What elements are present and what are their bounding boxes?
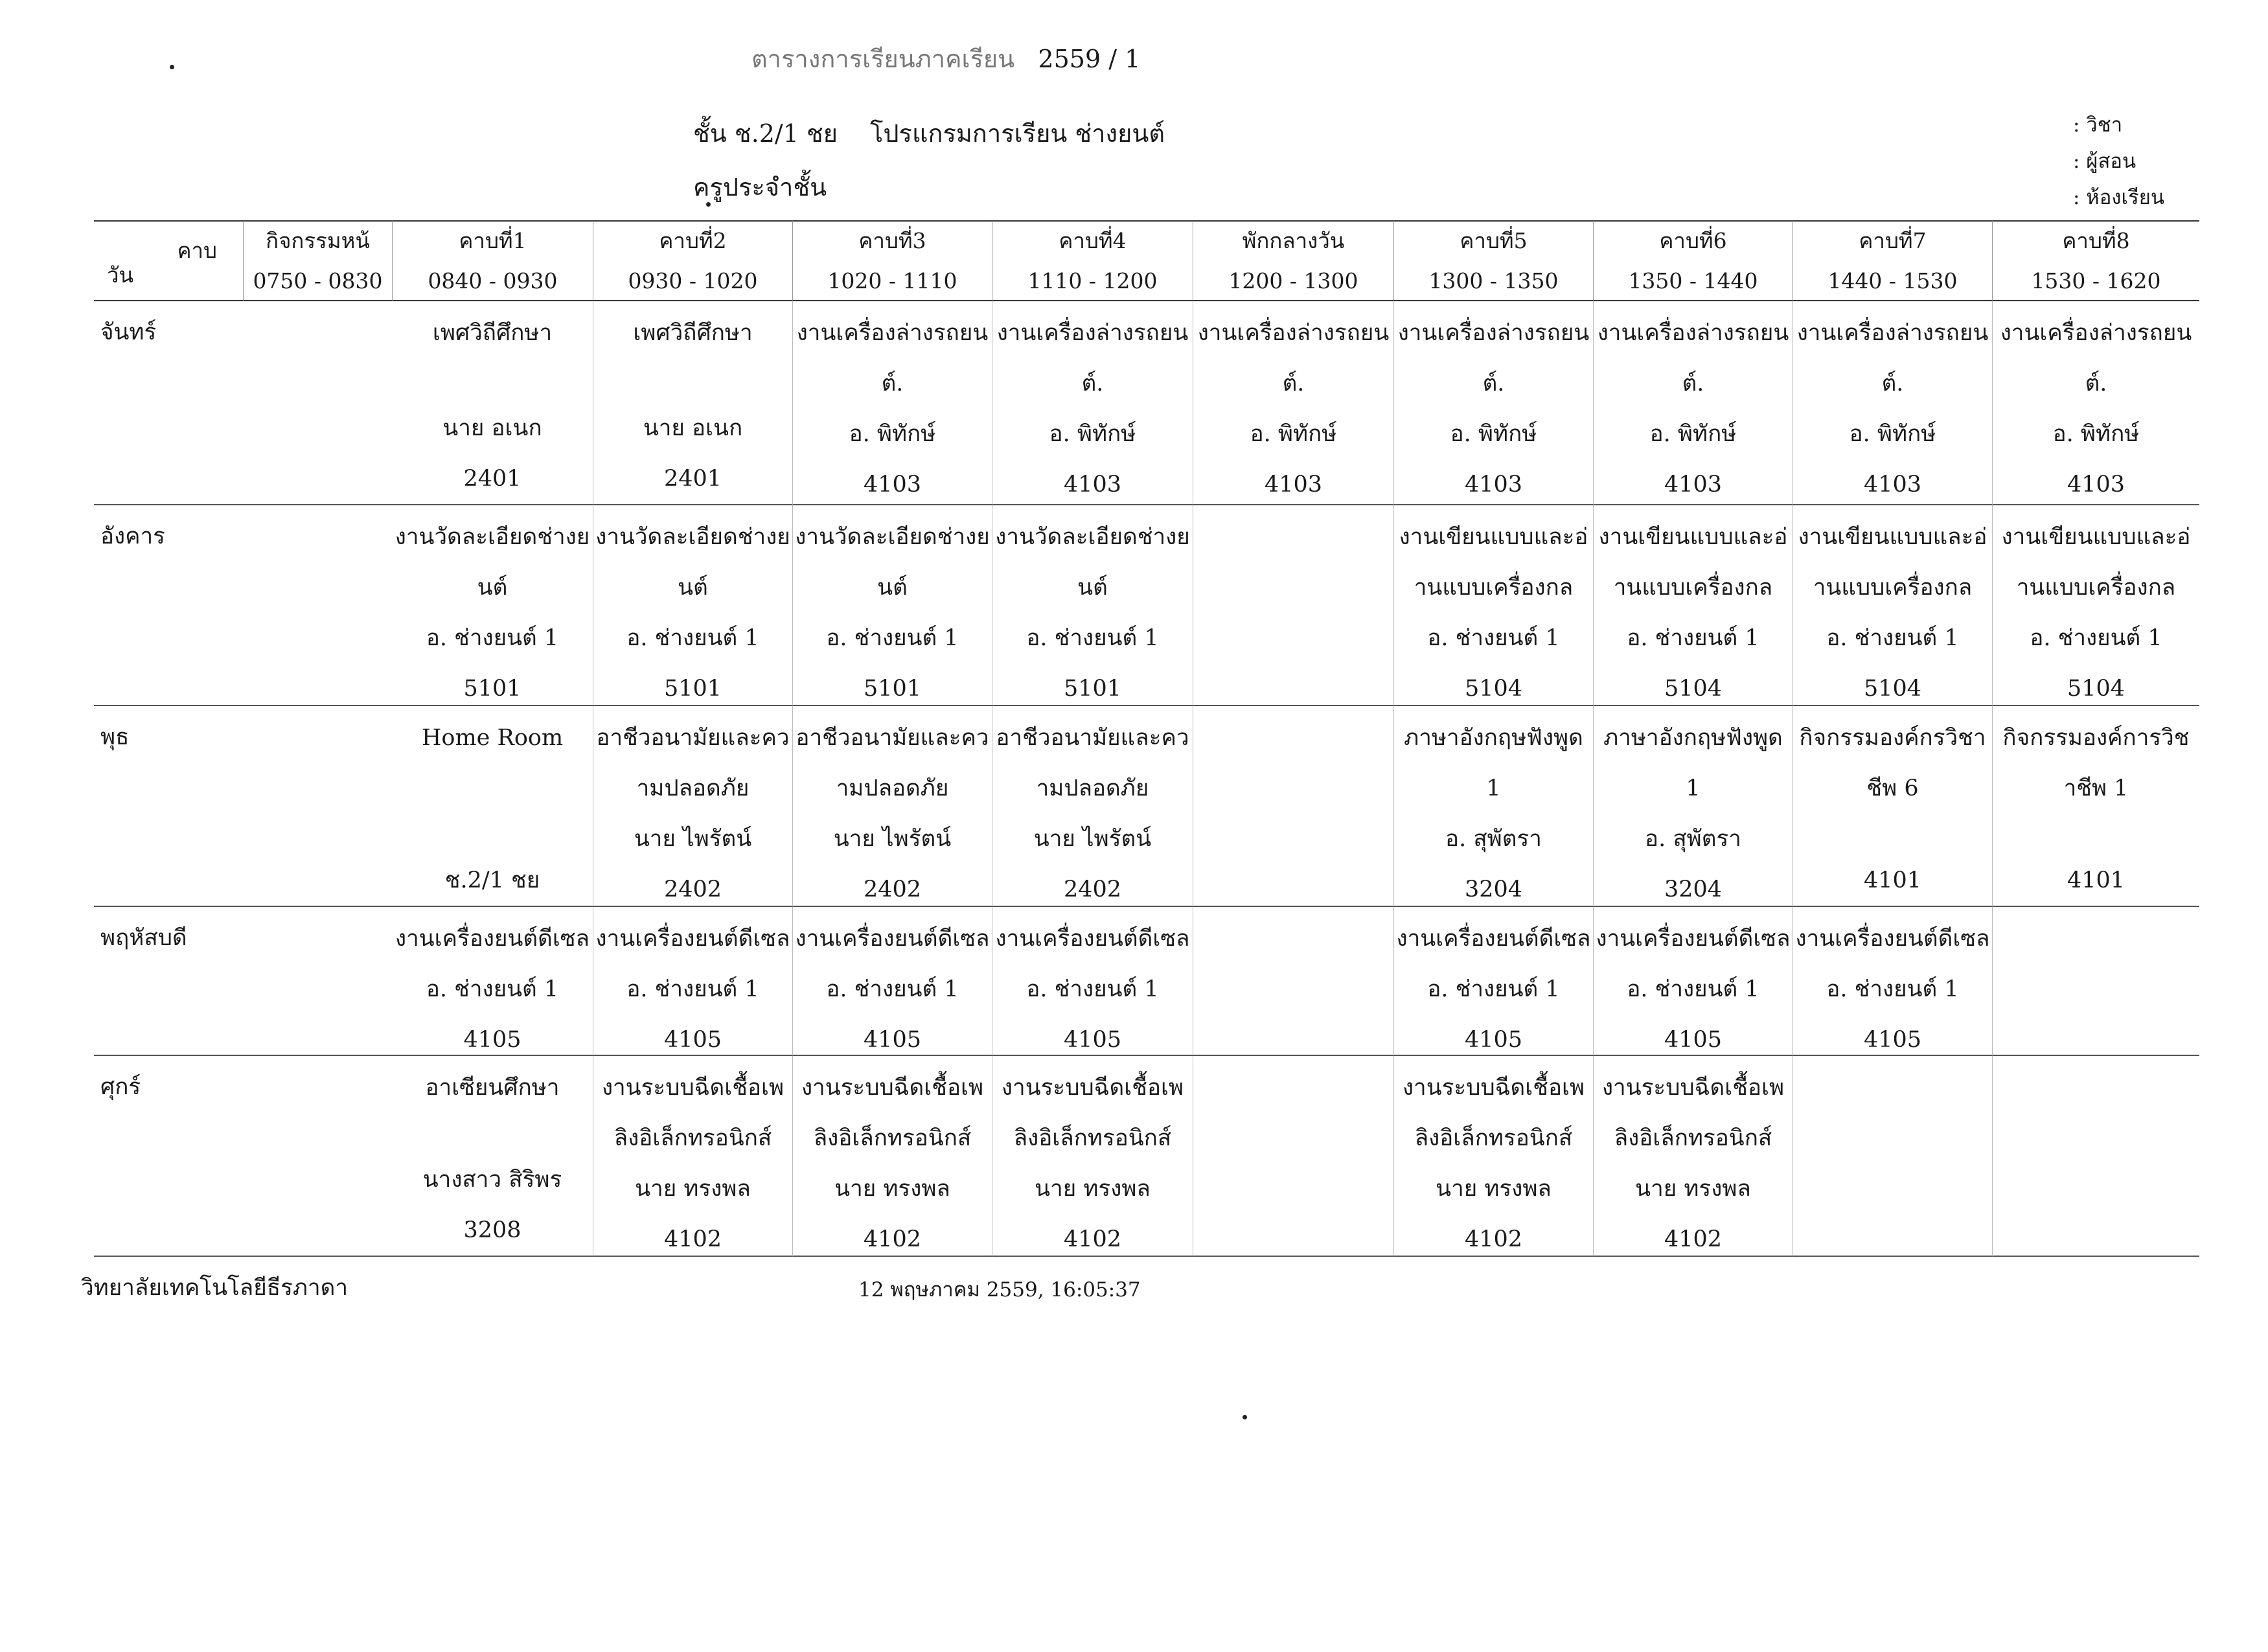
cell-line: งานเครื่องยนต์ดีเซล: [795, 926, 990, 952]
schedule-cell: [392, 907, 593, 1056]
schedule-cell: [1992, 505, 2199, 706]
column-name: คาบที่7: [1859, 227, 1927, 253]
cell-line: 2402: [663, 877, 722, 902]
cell-line: 4105: [463, 1027, 521, 1053]
scan-speck: [706, 202, 711, 207]
scan-speck: [1243, 1415, 1247, 1419]
cell-line: นาย ทรงพล: [635, 1176, 751, 1202]
cell-line: อ. ช่างยนต์ 1: [426, 625, 559, 651]
cell-line: 5101: [663, 676, 722, 702]
day-label: ศุกร์: [94, 1056, 243, 1257]
legend-teacher: : ผู้สอน: [2073, 150, 2136, 173]
cell-line: ลิงอิเล็กทรอนิกส์: [1614, 1125, 1772, 1151]
schedule-cell: [1393, 1056, 1593, 1257]
cell-line: 4103: [1464, 472, 1523, 498]
column-name: คาบที่4: [1059, 227, 1127, 253]
schedule-cell: [593, 301, 792, 505]
timetable: [94, 220, 2199, 1257]
column-name: พักกลางวัน: [1242, 227, 1345, 253]
cell-line: ต์.: [1682, 371, 1704, 396]
schedule-cell: [593, 505, 792, 706]
cell-line: นต์: [1077, 575, 1108, 601]
cell-line: ชีพ 6: [1866, 775, 1919, 801]
cell-line: 4105: [1464, 1027, 1523, 1053]
cell-line: 4105: [1063, 1027, 1122, 1053]
cell-line: 5101: [463, 676, 521, 702]
cell-line: 4102: [1664, 1226, 1723, 1252]
cell-line: อ. ช่างยนต์ 1: [1427, 976, 1560, 1002]
cell-line: อาชีวอนามัยและคว: [796, 725, 989, 751]
cell-line: อ. ช่างยนต์ 1: [626, 976, 759, 1002]
schedule-cell: [792, 706, 992, 907]
cell-line: ต์.: [1081, 371, 1104, 396]
cell-line: ลิงอิเล็กทรอนิกส์: [613, 1125, 772, 1151]
schedule-cell: [1793, 706, 1992, 907]
schedule-cell: [1593, 505, 1793, 706]
cell-line: อาชีวอนามัยและคว: [996, 725, 1189, 751]
class-info: [693, 113, 1165, 153]
cell-line: งานเครื่องยนต์ดีเซล: [595, 926, 790, 952]
schedule-cell: [1793, 505, 1992, 706]
column-name: คาบที่1: [459, 227, 527, 253]
cell-line: ช.2/1 ชย: [444, 867, 540, 893]
cell-line: ามปลอดภัย: [836, 775, 949, 801]
column-time: 1110 - 1200: [1027, 268, 1158, 293]
schedule-cell: [1992, 1056, 2199, 1257]
day-label: พุธ: [94, 706, 243, 907]
cell-line: ามปลอดภัย: [1036, 775, 1149, 801]
cell-line: เพศวิถีศึกษา: [633, 320, 753, 346]
column-header: [1193, 220, 1393, 301]
cell-line: านแบบเครื่องกล: [1813, 575, 1973, 601]
cell-line: อ. ช่างยนต์ 1: [1627, 625, 1759, 651]
column-time: 1300 - 1350: [1428, 268, 1559, 293]
column-header: [1793, 220, 1992, 301]
schedule-cell: [1393, 505, 1593, 706]
schedule-cell: [1992, 301, 2199, 505]
column-name: กิจกรรมหน้: [266, 227, 370, 253]
column-name: คาบที่3: [858, 227, 926, 253]
column-header: [1393, 220, 1593, 301]
cell-line: ภาษาอังกฤษฟังพูด: [1603, 725, 1783, 751]
schedule-cell: [1593, 907, 1793, 1056]
cell-line: งานวัดละเอียดช่างย: [595, 524, 790, 550]
activity-cell: [243, 505, 392, 706]
cell-line: งานเครื่องล่างรถยน: [1397, 320, 1590, 346]
title-text: ตารางการเรียนภาคเรียน: [751, 45, 1015, 73]
cell-line: งานระบบฉีดเชื้อเพ: [1601, 1075, 1785, 1101]
cell-line: 3204: [1464, 877, 1523, 902]
column-name: คาบที่2: [659, 227, 727, 253]
legend-room: : ห้องเรียน: [2073, 186, 2165, 209]
cell-line: Home Room: [421, 725, 564, 751]
column-time: 0840 - 0930: [428, 268, 558, 293]
schedule-cell: [992, 706, 1193, 907]
cell-line: ลิงอิเล็กทรอนิกส์: [813, 1125, 972, 1151]
cell-line: นาย ไพรัตน์: [1033, 826, 1152, 852]
cell-line: 5104: [2067, 676, 2125, 702]
cell-line: อ. พิทักษ์: [1649, 421, 1737, 447]
column-header: [593, 220, 792, 301]
column-time: 1440 - 1530: [1827, 268, 1958, 293]
cell-line: 4101: [2067, 867, 2125, 893]
cell-line: 5104: [1464, 676, 1523, 702]
cell-line: 4102: [663, 1226, 722, 1252]
cell-line: อ. ช่างยนต์ 1: [826, 976, 959, 1002]
cell-line: ต์.: [1282, 371, 1305, 396]
column-header: [1992, 220, 2199, 301]
schedule-cell: [1393, 301, 1593, 505]
cell-line: 5101: [863, 676, 922, 702]
schedule-cell: [1793, 907, 1992, 1056]
cell-line: งานเครื่องยนต์ดีเซล: [1396, 926, 1591, 952]
column-header: [792, 220, 992, 301]
corner-day: วัน: [107, 262, 134, 288]
schedule-cell: [392, 1056, 593, 1257]
schedule-cell: [792, 301, 992, 505]
schedule-cell: [992, 505, 1193, 706]
activity-cell: [243, 1056, 392, 1257]
cell-line: นาย ทรงพล: [1635, 1176, 1751, 1202]
cell-line: านแบบเครื่องกล: [1414, 575, 1574, 601]
cell-line: งานเขียนแบบและอ่: [1798, 524, 1987, 550]
cell-line: อ. ช่างยนต์ 1: [1627, 976, 1759, 1002]
cell-line: 5104: [1664, 676, 1723, 702]
cell-line: งานเครื่องล่างรถยน: [796, 320, 989, 346]
column-header: [1593, 220, 1793, 301]
cell-line: ต์.: [1881, 371, 1904, 396]
schedule-cell: [1393, 706, 1593, 907]
column-header: [243, 220, 392, 301]
cell-line: 4103: [1063, 472, 1122, 498]
cell-line: 4103: [1264, 472, 1323, 498]
cell-line: นาย ทรงพล: [834, 1176, 950, 1202]
cell-line: นาย ทรงพล: [1436, 1176, 1552, 1202]
column-time: 0750 - 0830: [253, 268, 383, 293]
cell-line: 4103: [863, 472, 922, 498]
cell-line: งานวัดละเอียดช่างย: [995, 524, 1190, 550]
cell-line: งานเครื่องล่างรถยน: [1796, 320, 1989, 346]
schedule-cell: [1593, 706, 1793, 907]
cell-line: 4102: [863, 1226, 922, 1252]
cell-line: นาย ไพรัตน์: [634, 826, 752, 852]
cell-line: ามปลอดภัย: [636, 775, 750, 801]
cell-line: งานเครื่องยนต์ดีเซล: [1795, 926, 1990, 952]
cell-line: อ. ช่างยนต์ 1: [1026, 625, 1159, 651]
cell-line: 5104: [1863, 676, 1922, 702]
table-corner: [94, 220, 243, 301]
schedule-cell: [1193, 706, 1393, 907]
college-name: วิทยาลัยเทคโนโลยีธีรภาดา: [81, 1275, 349, 1301]
cell-line: 5101: [1063, 676, 1122, 702]
cell-line: ภาษาอังกฤษฟังพูด: [1404, 725, 1583, 751]
cell-line: 3208: [463, 1217, 521, 1243]
cell-line: งานเครื่องล่างรถยน: [1197, 320, 1390, 346]
cell-line: งานเขียนแบบและอ่: [2001, 524, 2191, 550]
cell-line: นต์: [877, 575, 908, 601]
cell-line: อ. พิทักษ์: [1250, 421, 1337, 447]
cell-line: นาย ไพรัตน์: [833, 826, 952, 852]
schedule-cell: [792, 907, 992, 1056]
cell-line: นาย อเนก: [643, 415, 743, 441]
print-timestamp: 12 พฤษภาคม 2559, 16:05:37: [858, 1278, 1141, 1302]
schedule-cell: [1593, 301, 1793, 505]
cell-line: อาชีวอนามัยและคว: [596, 725, 790, 751]
legend: [2073, 107, 2164, 216]
schedule-cell: [992, 907, 1193, 1056]
cell-line: 4105: [1664, 1027, 1723, 1053]
corner-period: คาบ: [177, 238, 217, 263]
column-time: 1020 - 1110: [827, 268, 957, 293]
cell-line: นาย อเนก: [442, 415, 542, 441]
cell-line: งานระบบฉีดเชื้อเพ: [601, 1075, 785, 1101]
column-name: คาบที่6: [1659, 227, 1727, 253]
cell-line: อ. พิทักษ์: [2052, 421, 2140, 447]
cell-line: อ. ช่างยนต์ 1: [426, 976, 559, 1002]
cell-line: 4103: [2067, 472, 2125, 498]
schedule-cell: [593, 706, 792, 907]
column-time: 1350 - 1440: [1628, 268, 1758, 293]
schedule-cell: [1393, 907, 1593, 1056]
schedule-cell: [392, 301, 593, 505]
schedule-cell: [392, 706, 593, 907]
schedule-cell: [593, 907, 792, 1056]
cell-line: ลิงอิเล็กทรอนิกส์: [1013, 1125, 1172, 1151]
cell-line: 4102: [1464, 1226, 1523, 1252]
cell-line: นต์: [678, 575, 708, 601]
cell-line: งานระบบฉีดเชื้อเพ: [1001, 1075, 1184, 1101]
cell-line: าชีพ 1: [2063, 775, 2129, 801]
cell-line: 4103: [1664, 472, 1723, 498]
schedule-cell: [593, 1056, 792, 1257]
schedule-cell: [992, 1056, 1193, 1257]
cell-line: นางสาว สิริพร: [422, 1167, 562, 1193]
cell-line: เพศวิถีศึกษา: [432, 320, 553, 346]
cell-line: งานเครื่องล่างรถยน: [1597, 320, 1789, 346]
cell-line: งานระบบฉีดเชื้อเพ: [1402, 1075, 1585, 1101]
cell-line: กิจกรรมองค์กรวิชา: [1799, 725, 1986, 751]
class-label: ชั้น ช.2/1 ชย: [693, 119, 838, 148]
cell-line: อ. พิทักษ์: [849, 421, 936, 447]
cell-line: 4102: [1063, 1226, 1122, 1252]
cell-line: งานระบบฉีดเชื้อเพ: [801, 1075, 984, 1101]
column-header: [992, 220, 1193, 301]
activity-cell: [243, 907, 392, 1056]
cell-line: ต์.: [881, 371, 904, 396]
cell-line: านแบบเครื่องกล: [2016, 575, 2176, 601]
cell-line: 3204: [1664, 877, 1723, 902]
cell-line: 2402: [1063, 877, 1122, 902]
cell-line: อ. สุพัตรา: [1445, 826, 1542, 852]
cell-line: อ. ช่างยนต์ 1: [1026, 976, 1159, 1002]
cell-line: 4105: [863, 1027, 922, 1053]
cell-line: อ. ช่างยนต์ 1: [626, 625, 759, 651]
cell-line: งานเครื่องล่างรถยน: [996, 320, 1189, 346]
schedule-cell: [792, 1056, 992, 1257]
cell-line: อ. ช่างยนต์ 1: [1427, 625, 1560, 651]
scan-speck: [170, 65, 174, 69]
cell-line: ลิงอิเล็กทรอนิกส์: [1414, 1125, 1573, 1151]
cell-line: ต์.: [1482, 371, 1505, 396]
cell-line: งานเครื่องยนต์ดีเซล: [995, 926, 1190, 952]
cell-line: อ. พิทักษ์: [1849, 421, 1936, 447]
cell-line: อาเซียนศึกษา: [425, 1075, 560, 1101]
schedule-cell: [1992, 706, 2199, 907]
cell-line: อ. พิทักษ์: [1450, 421, 1537, 447]
legend-subject: : วิชา: [2073, 113, 2123, 137]
cell-line: อ. สุพัตรา: [1645, 826, 1741, 852]
column-header: [392, 220, 593, 301]
cell-line: นต์: [477, 575, 508, 601]
activity-cell: [243, 301, 392, 505]
day-label: อังคาร: [94, 505, 243, 706]
schedule-cell: [392, 505, 593, 706]
cell-line: 2401: [463, 466, 521, 492]
activity-cell: [243, 706, 392, 907]
cell-line: งานวัดละเอียดช่างย: [795, 524, 990, 550]
cell-line: านแบบเครื่องกล: [1613, 575, 1773, 601]
term-label: 2559 / 1: [1038, 45, 1141, 73]
day-label: จันทร์: [94, 301, 243, 505]
cell-line: กิจกรรมองค์การวิช: [2002, 725, 2190, 751]
cell-line: งานวัดละเอียดช่างย: [395, 524, 590, 550]
homeroom-teacher-label: ครูประจำชั้น: [693, 173, 827, 201]
schedule-cell: [1593, 1056, 1793, 1257]
schedule-cell: [1193, 907, 1393, 1056]
schedule-cell: [992, 301, 1193, 505]
cell-line: 2401: [663, 466, 722, 492]
cell-line: อ. พิทักษ์: [1049, 421, 1136, 447]
cell-line: 1: [1486, 775, 1501, 801]
schedule-cell: [1193, 301, 1393, 505]
cell-line: 4103: [1863, 472, 1922, 498]
cell-line: งานเครื่องยนต์ดีเซล: [1596, 926, 1791, 952]
cell-line: งานเครื่องยนต์ดีเซล: [395, 926, 590, 952]
cell-line: อ. ช่างยนต์ 1: [826, 625, 959, 651]
cell-line: 4105: [1863, 1027, 1922, 1053]
schedule-cell: [1793, 301, 1992, 505]
cell-line: 4101: [1863, 867, 1922, 893]
cell-line: อ. ช่างยนต์ 1: [1826, 976, 1959, 1002]
cell-line: อ. ช่างยนต์ 1: [2030, 625, 2162, 651]
cell-line: 4105: [663, 1027, 722, 1053]
column-time: 1530 - 1620: [2031, 268, 2161, 293]
schedule-cell: [792, 505, 992, 706]
column-name: คาบที่8: [2062, 227, 2130, 253]
cell-line: งานเขียนแบบและอ่: [1598, 524, 1788, 550]
program-label: โปรแกรมการเรียน ช่างยนต์: [870, 119, 1165, 148]
cell-line: 2402: [863, 877, 922, 902]
schedule-cell: [1193, 505, 1393, 706]
cell-line: 1: [1686, 775, 1701, 801]
cell-line: นาย ทรงพล: [1035, 1176, 1151, 1202]
day-label: พฤหัสบดี: [94, 907, 243, 1056]
page-title: [751, 39, 1140, 78]
cell-line: ต์.: [2085, 371, 2107, 396]
schedule-cell: [1992, 907, 2199, 1056]
schedule-cell: [1193, 1056, 1393, 1257]
column-name: คาบที่5: [1460, 227, 1528, 253]
column-time: 0930 - 1020: [628, 268, 758, 293]
schedule-cell: [1793, 1056, 1992, 1257]
column-time: 1200 - 1300: [1228, 268, 1358, 293]
cell-line: อ. ช่างยนต์ 1: [1826, 625, 1959, 651]
cell-line: งานเครื่องล่างรถยน: [2000, 320, 2192, 346]
cell-line: งานเขียนแบบและอ่: [1399, 524, 1588, 550]
